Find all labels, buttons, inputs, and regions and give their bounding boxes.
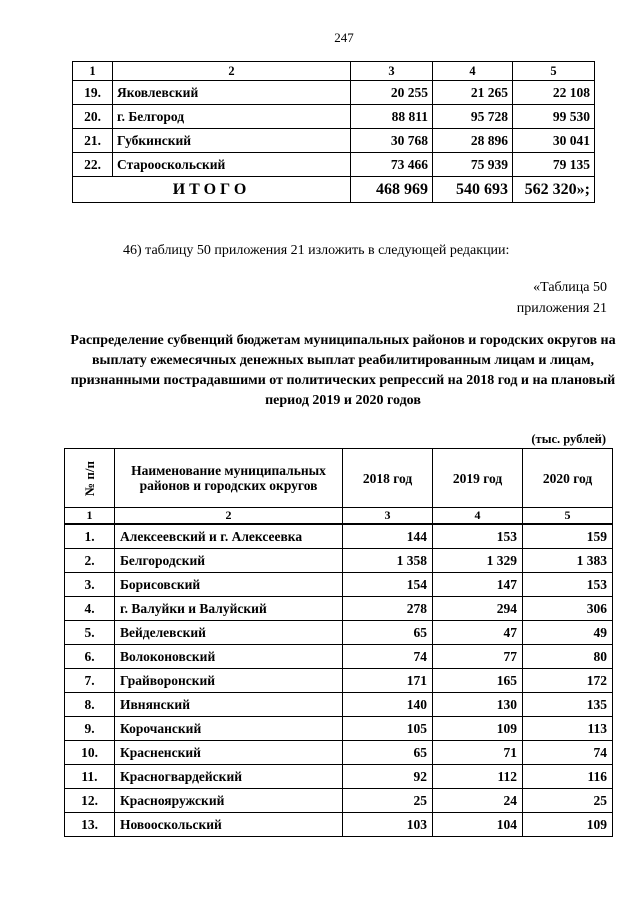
header-2018: 2018 год (343, 449, 433, 508)
header-num (65, 449, 115, 508)
row-number: 22. (73, 153, 113, 177)
value-2019: 109 (433, 717, 523, 741)
district-name: Вейделевский (115, 621, 343, 645)
row-number: 6. (65, 645, 115, 669)
value-cell: 30 041 (513, 129, 595, 153)
value-2020: 80 (523, 645, 613, 669)
value-2020: 49 (523, 621, 613, 645)
value-2019: 165 (433, 669, 523, 693)
value-2018: 144 (343, 524, 433, 549)
row-number: 5. (65, 621, 115, 645)
table-reference-line: «Таблица 50 (533, 280, 607, 295)
row-number: 4. (65, 597, 115, 621)
value-2018: 92 (343, 765, 433, 789)
district-name: г. Белгород (113, 105, 351, 129)
value-2020: 306 (523, 597, 613, 621)
value-cell: 22 108 (513, 81, 595, 105)
col-number: 1 (65, 508, 115, 525)
table-row (65, 524, 613, 549)
col-number: 3 (351, 62, 433, 81)
table-row (65, 645, 613, 669)
district-name: Ивнянский (115, 693, 343, 717)
value-cell: 95 728 (433, 105, 513, 129)
row-number: 10. (65, 741, 115, 765)
value-2019: 104 (433, 813, 523, 837)
value-cell: 73 466 (351, 153, 433, 177)
row-number: 8. (65, 693, 115, 717)
value-2019: 77 (433, 645, 523, 669)
table-row (73, 153, 595, 177)
instruction-text: 46) таблицу 50 приложения 21 изложить в следующей редакции: (123, 243, 510, 258)
value-cell: 30 768 (351, 129, 433, 153)
value-cell: 75 939 (433, 153, 513, 177)
district-name: Красногвардейский (115, 765, 343, 789)
value-2018: 140 (343, 693, 433, 717)
district-name: г. Валуйки и Валуйский (115, 597, 343, 621)
value-cell: 28 896 (433, 129, 513, 153)
header-num-label: № п/п (82, 460, 97, 496)
total-value: 468 969 (351, 177, 433, 203)
table-row (65, 621, 613, 645)
table-title: Распределение субвенций бюджетам муниципальных районов и городских округов на выплату ежемесячных денежных выплат реабилитированным лицам и лицам, признанными пострадавшими от политических репрессий на 2018 год и на плановый период 2019 и 2020 годов (70, 333, 616, 408)
table-row (65, 573, 613, 597)
row-number: 21. (73, 129, 113, 153)
value-2018: 1 358 (343, 549, 433, 573)
header-2019: 2019 год (433, 449, 523, 508)
value-2018: 278 (343, 597, 433, 621)
value-2019: 47 (433, 621, 523, 645)
table-reference (517, 277, 607, 319)
value-2018: 65 (343, 621, 433, 645)
value-2020: 159 (523, 524, 613, 549)
header-row (65, 449, 613, 508)
row-number: 19. (73, 81, 113, 105)
col-number: 1 (73, 62, 113, 81)
header-name: Наименование муниципальных районов и городских округов (115, 449, 343, 508)
district-name: Белгородский (115, 549, 343, 573)
value-2018: 25 (343, 789, 433, 813)
col-number: 4 (433, 62, 513, 81)
table-row (65, 597, 613, 621)
district-name: Яковлевский (113, 81, 351, 105)
col-number: 5 (523, 508, 613, 525)
col-number: 2 (115, 508, 343, 525)
table-row (73, 129, 595, 153)
value-2019: 294 (433, 597, 523, 621)
col-number: 4 (433, 508, 523, 525)
table-row (65, 765, 613, 789)
value-2019: 112 (433, 765, 523, 789)
value-cell: 99 530 (513, 105, 595, 129)
table-row (65, 669, 613, 693)
value-2018: 171 (343, 669, 433, 693)
district-name: Новооскольский (115, 813, 343, 837)
table-row (65, 717, 613, 741)
table-row (65, 741, 613, 765)
value-2020: 172 (523, 669, 613, 693)
value-2019: 1 329 (433, 549, 523, 573)
total-row (73, 177, 595, 203)
value-2018: 65 (343, 741, 433, 765)
district-name: Грайворонский (115, 669, 343, 693)
table-row (65, 693, 613, 717)
district-name: Губкинский (113, 129, 351, 153)
district-name: Алексеевский и г. Алексеевка (115, 524, 343, 549)
column-numbers-row (73, 62, 595, 81)
value-2018: 74 (343, 645, 433, 669)
col-number: 2 (113, 62, 351, 81)
total-label: ИТОГО (73, 177, 351, 203)
table-row (73, 81, 595, 105)
row-number: 13. (65, 813, 115, 837)
value-2020: 25 (523, 789, 613, 813)
table-row (65, 789, 613, 813)
value-2019: 147 (433, 573, 523, 597)
district-name: Старооскольский (113, 153, 351, 177)
table-row (73, 105, 595, 129)
col-number: 3 (343, 508, 433, 525)
value-2020: 1 383 (523, 549, 613, 573)
total-value: 562 320»; (513, 177, 595, 203)
table-row (65, 813, 613, 837)
row-number: 11. (65, 765, 115, 789)
district-name: Борисовский (115, 573, 343, 597)
district-name: Корочанский (115, 717, 343, 741)
table-reference-line: приложения 21 (516, 301, 607, 316)
table-row (65, 549, 613, 573)
value-2020: 109 (523, 813, 613, 837)
value-2018: 105 (343, 717, 433, 741)
value-cell: 79 135 (513, 153, 595, 177)
value-2020: 153 (523, 573, 613, 597)
value-2020: 74 (523, 741, 613, 765)
row-number: 7. (65, 669, 115, 693)
value-2019: 71 (433, 741, 523, 765)
value-2020: 113 (523, 717, 613, 741)
value-2019: 153 (433, 524, 523, 549)
district-name: Краснояружский (115, 789, 343, 813)
value-2020: 116 (523, 765, 613, 789)
value-cell: 21 265 (433, 81, 513, 105)
value-2018: 154 (343, 573, 433, 597)
district-name: Волоконовский (115, 645, 343, 669)
total-value: 540 693 (433, 177, 513, 203)
subsidies-table (64, 448, 613, 837)
row-number: 12. (65, 789, 115, 813)
value-2019: 130 (433, 693, 523, 717)
column-numbers-row (65, 508, 613, 525)
value-2019: 24 (433, 789, 523, 813)
row-number: 3. (65, 573, 115, 597)
page-number: 247 (334, 30, 354, 45)
row-number: 2. (65, 549, 115, 573)
value-cell: 20 255 (351, 81, 433, 105)
header-2020: 2020 год (523, 449, 613, 508)
continued-table (72, 61, 595, 203)
units-label: (тыс. рублей) (531, 432, 606, 446)
value-2018: 103 (343, 813, 433, 837)
value-cell: 88 811 (351, 105, 433, 129)
col-number: 5 (513, 62, 595, 81)
value-2020: 135 (523, 693, 613, 717)
row-number: 9. (65, 717, 115, 741)
row-number: 1. (65, 524, 115, 549)
row-number: 20. (73, 105, 113, 129)
district-name: Красненский (115, 741, 343, 765)
